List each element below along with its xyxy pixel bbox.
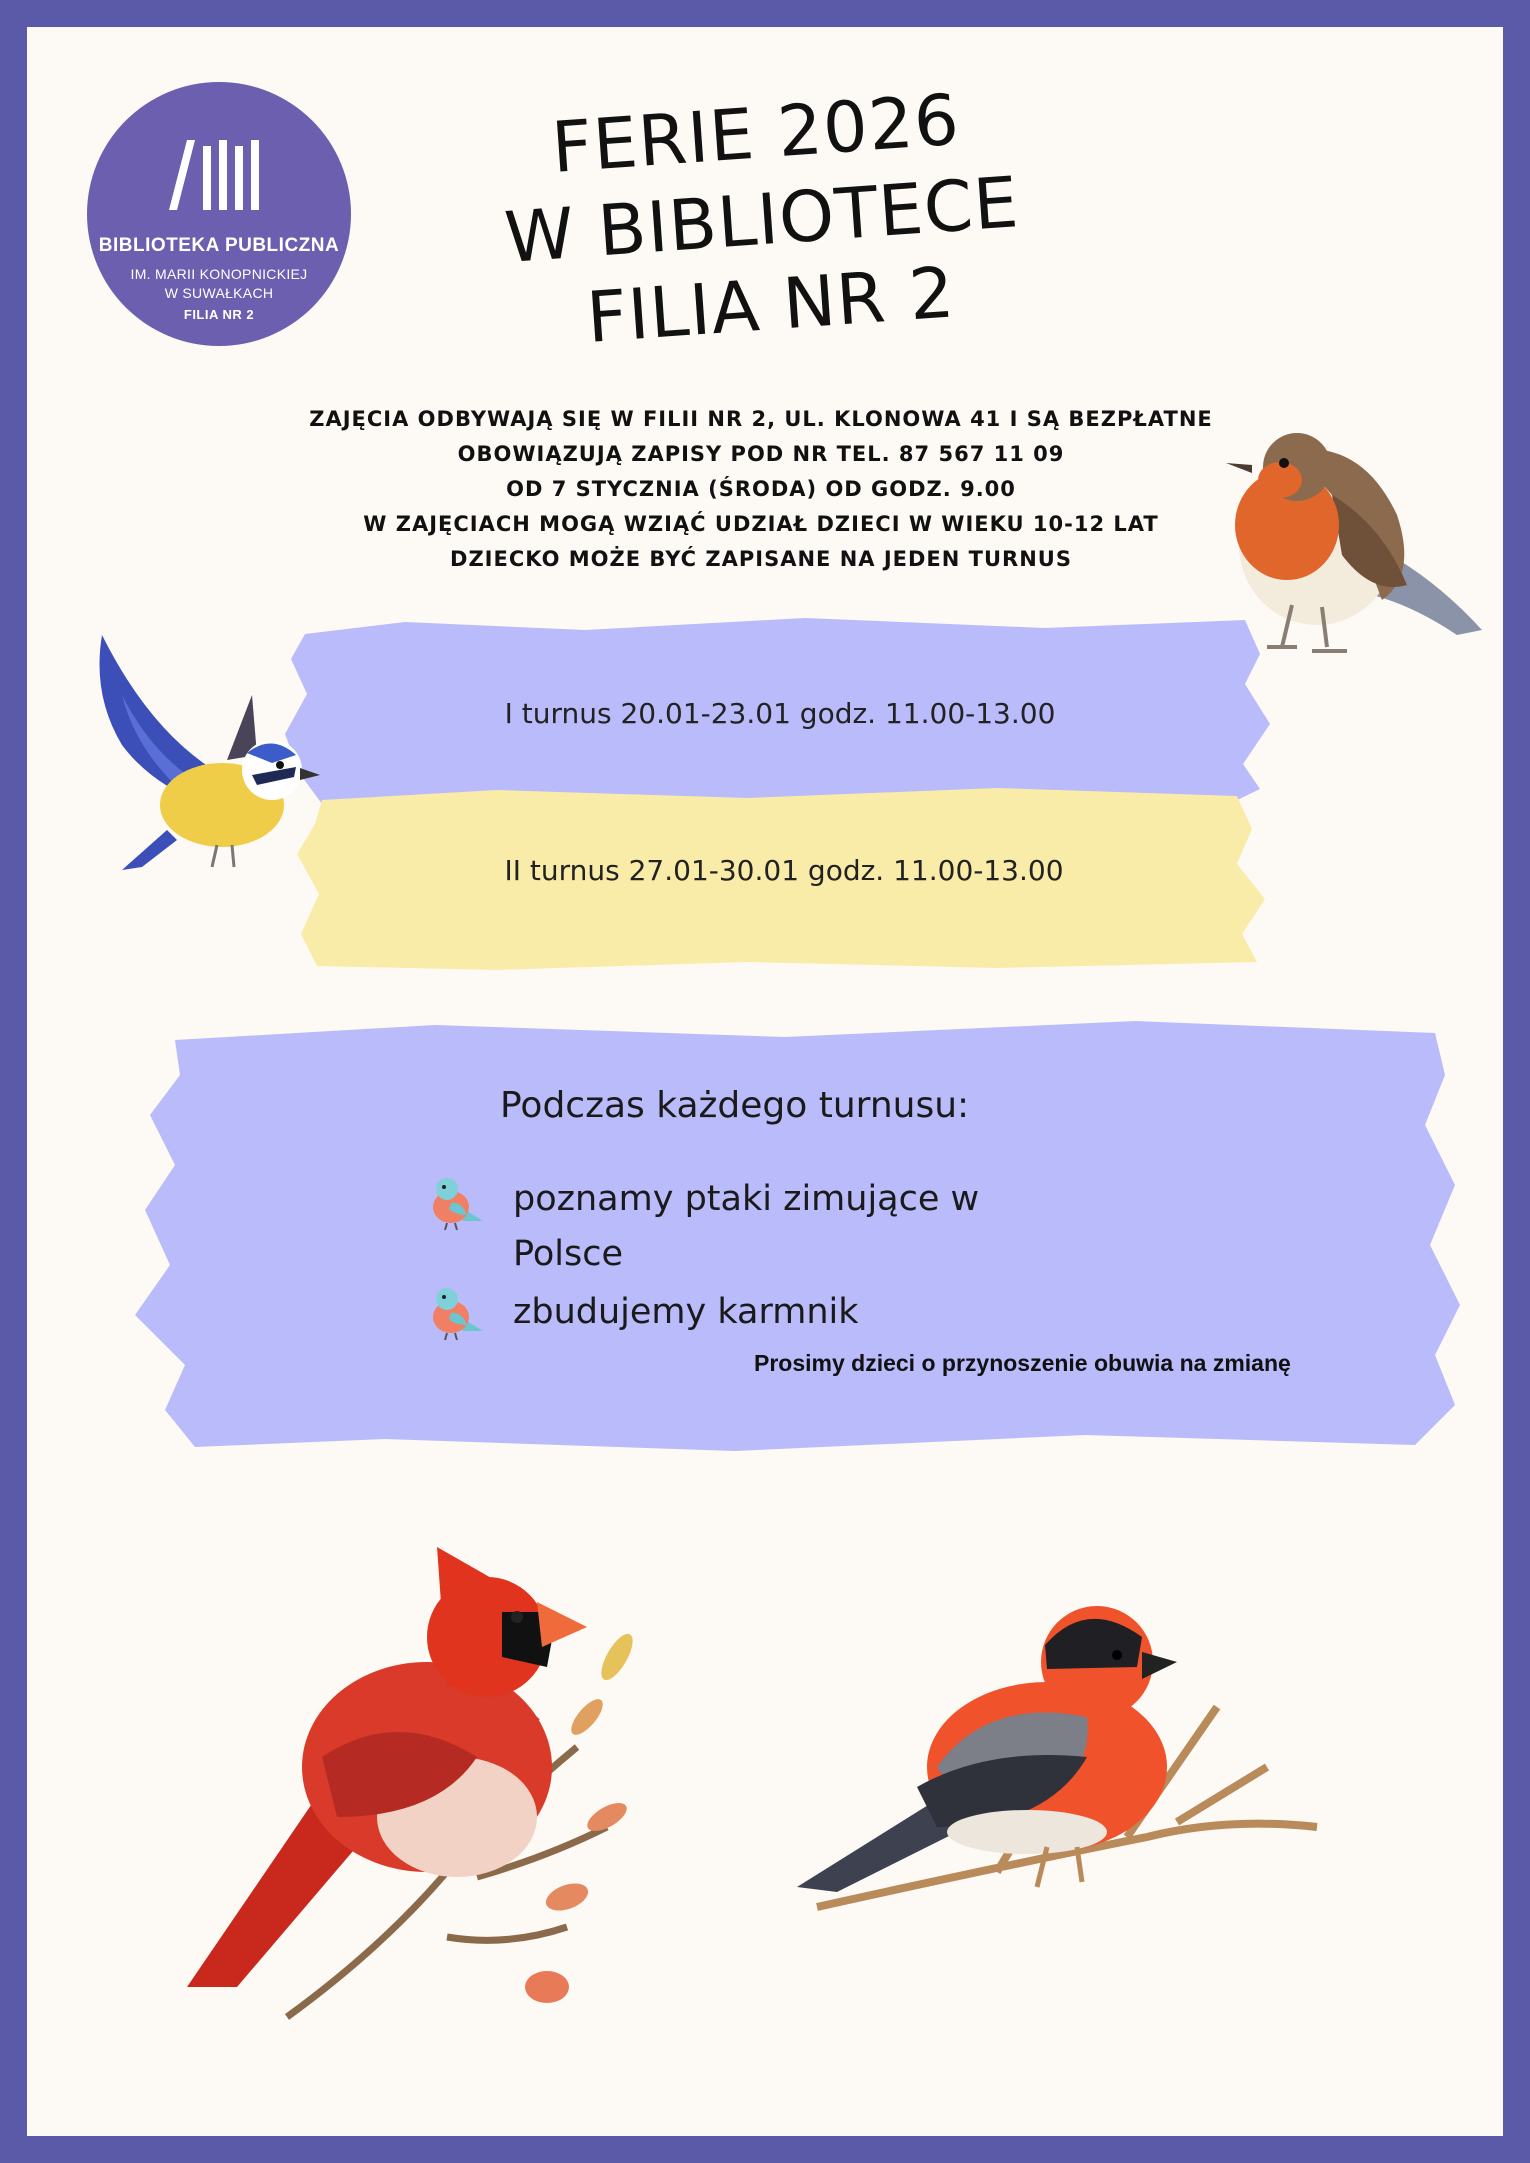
info-line-4: W ZAJĘCIACH MOGĄ WZIĄĆ UDZIAŁ DZIECI W WIEKU 10-12 LAT [363, 512, 1159, 536]
turnus-2-text: II turnus 27.01-30.01 godz. 11.00-13.00 [504, 854, 1064, 887]
poster [27, 27, 1503, 2136]
logo-city: W SUWAŁKACH [164, 285, 274, 301]
title-line-1: FERIE 2026 [549, 78, 963, 189]
info-line-5: DZIECKO MOŻE BYĆ ZAPISANE NA JEDEN TURNUS [450, 547, 1072, 571]
books-icon [169, 140, 269, 210]
info-line-2: OBOWIĄZUJĄ ZAPISY POD NR TEL. 87 567 11 09 [457, 442, 1065, 466]
info-line-3: OD 7 STYCZNIA (ŚRODA) OD GODZ. 9.00 [506, 477, 1016, 501]
footwear-note: Prosimy dzieci o przynoszenie obuwia na zmianę [754, 1350, 1291, 1376]
small-bird-bullet-icon [427, 1175, 485, 1231]
small-bird-bullet-icon [427, 1285, 485, 1341]
bullfinch-illustration [797, 1587, 1337, 1957]
activities-band [135, 1015, 1465, 1455]
blue-tit-illustration [82, 635, 337, 875]
library-logo [87, 82, 351, 346]
activity-2: zbudujemy karmnik [513, 1292, 859, 1332]
activities-heading: Podczas każdego turnusu: [500, 1085, 970, 1126]
info-line-1: ZAJĘCIA ODBYWAJĄ SIĘ W FILII NR 2, UL. KLONOWA 41 I SĄ BEZPŁATNE [309, 407, 1213, 431]
cardinal-illustration [147, 1517, 687, 2037]
activity-1-line-2: Polsce [513, 1234, 624, 1274]
activity-1-line-1: poznamy ptaki zimujące w [513, 1179, 980, 1219]
logo-branch: FILIA NR 2 [183, 307, 255, 322]
logo-patron: IM. MARII KONOPNICKIEJ [130, 266, 308, 282]
logo-name: BIBLIOTEKA PUBLICZNA [98, 235, 340, 256]
title-line-2: W BIBLIOTECE [502, 161, 1022, 279]
turnus-1-text: I turnus 20.01-23.01 godz. 11.00-13.00 [504, 697, 1056, 730]
title-line-3: FILIA NR 2 [584, 251, 958, 359]
